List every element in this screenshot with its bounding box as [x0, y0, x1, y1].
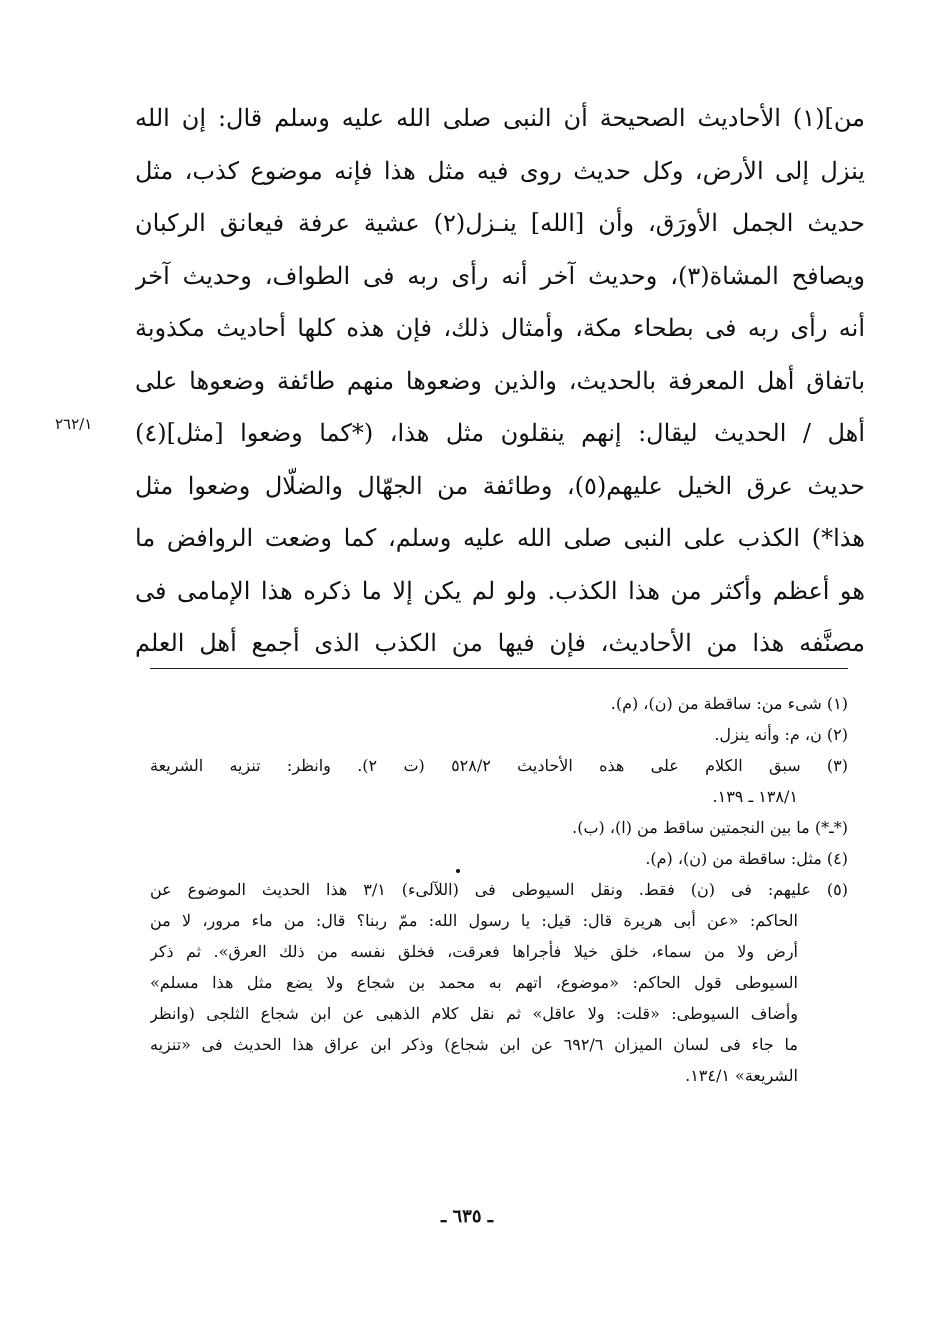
footnote-line: (٣) سبق الكلام على هذه الأحاديث ٥٢٨/٢ (ت ٢). وانظر: تنزيه الشريعة	[150, 756, 848, 775]
main-text-line: مصنَّفه هذا من الأحاديث، فإن فيها من الكذب الذى أجمع أهل العلم	[135, 629, 865, 657]
main-text-line: حديث الجمل الأورَق، وأن [الله] ينـزل(٢) عشية عرفة فيعانق الركبان	[135, 209, 865, 237]
footnote-line: (٢) ن، م: وأنه ينزل.	[714, 725, 848, 744]
main-text-line: باتفاق أهل المعرفة بالحديث، والذين وضعوها منهم طائفة وضعوها على	[135, 366, 865, 395]
margin-page-reference: ٢٦٢/١	[55, 415, 93, 433]
footnote-divider	[150, 668, 848, 669]
main-text-line: أهل / الحديث ليقال: إنهم ينقلون مثل هذا، (*كما وضعوا [مثل](٤)	[135, 419, 865, 447]
footnote-line: الحاكم: «عن أبى هريرة قال: قيل: يا رسول الله: ممّ ربنا؟ قال: من ماء مرور، لا من	[150, 911, 798, 930]
main-text-line: أنه رأى ربه فى بطحاء مكة، وأمثال ذلك، فإن هذه كلها أحاديث مكذوبة	[135, 314, 865, 342]
main-text-block	[135, 92, 865, 670]
main-text-line: ويصافح المشاة(٣)، وحديث آخر أنه رأى ربه فى الطواف، وحديث آخر	[135, 261, 865, 290]
main-text-line: هو أعظم وأكثر من هذا الكذب. ولو لم يكن إلا ما ذكره هذا الإمامى فى	[135, 576, 865, 605]
footnote-line: (٤) مثل: ساقطة من (ن)، (م).	[645, 849, 848, 868]
main-text-line: حديث عرق الخيل عليهم(٥)، وطائفة من الجهّال والضلّال وضعوا مثل	[135, 471, 865, 500]
page-number: ـ ٦٣٥ ـ	[440, 1206, 494, 1227]
footnote-line: (١) شىء من: ساقطة من (ن)، (م).	[610, 694, 848, 713]
footnote-line: ما جاء فى لسان الميزان ٦٩٢/٦ عن ابن شجاع) وذكر ابن عراق هذا الحديث فى «تنزيه	[150, 1035, 799, 1054]
footnote-line: (٥) عليهم: فى (ن) فقط. ونقل السيوطى فى (اللآلىء) ٣/١ هذا الحديث الموضوع عن	[150, 880, 848, 899]
main-text-line: ينزل إلى الأرض، وكل حديث روى فيه مثل هذا فإنه موضوع كذب، مثل	[135, 156, 865, 185]
footnote-line: ١٣٨/١ ـ ١٣٩.	[712, 787, 798, 806]
footnote-line: وأضاف السيوطى: «قلت: ولا عاقل» ثم نقل كلام الذهبى عن ابن شجاع الثلجى (وانظر	[150, 1004, 798, 1023]
stray-dot	[456, 869, 460, 873]
footnote-line: أرض ولا من سماء، خلق خيلا فأجراها فعرقت، فخلق نفسه من ذلك العرق». ثم ذكر	[150, 942, 798, 961]
main-text-line: هذا*) الكذب على النبى صلى الله عليه وسلم، كما وضعت الروافض ما	[135, 524, 865, 552]
footnotes-block	[150, 688, 848, 1091]
footnote-line: السيوطى قول الحاكم: «موضوع، اتهم به محمد بن شجاع ولا يضع مثل هذا مسلم»	[150, 973, 798, 992]
footnote-line: الشريعة» ١٣٤/١.	[685, 1066, 798, 1085]
main-text-line: من](١) الأحاديث الصحيحة أن النبى صلى الله عليه وسلم قال: إن الله	[135, 104, 865, 132]
footnote-line: (*ـ*) ما بين النجمتين ساقط من (ا)، (ب).	[572, 818, 848, 837]
